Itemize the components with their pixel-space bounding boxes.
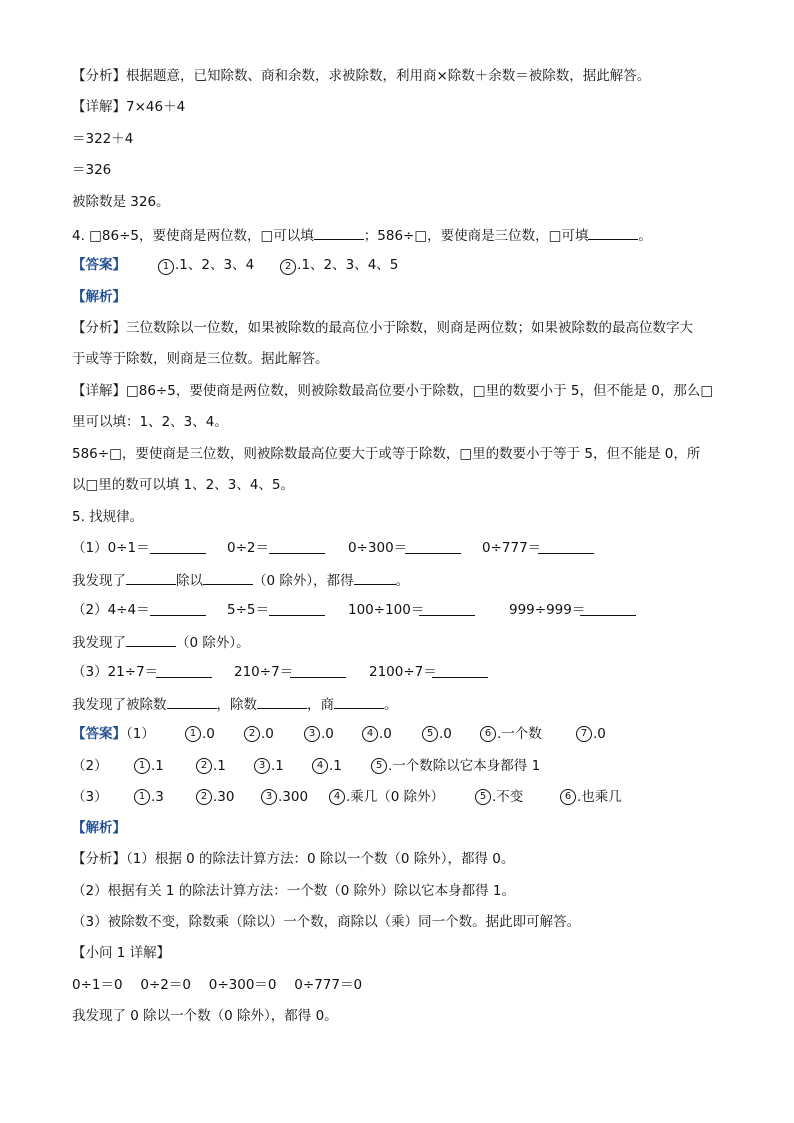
circled-number-icon: 2 [196, 789, 212, 805]
explanation-tag: 【解析】 [72, 289, 126, 305]
calc-line: 0÷1＝0 0÷2＝0 0÷300＝0 0÷777＝0 [72, 977, 363, 993]
circled-number-icon: 4 [362, 726, 378, 742]
circled-number-icon: 5 [475, 789, 491, 805]
conclusion-line: 被除数是 326。 [72, 194, 170, 210]
analysis-line: （3）被除数不变，除数乘（除以）一个数，商除以（乘）同一个数。据此即可解答。 [72, 914, 581, 930]
answer-tag: 【答案】 [72, 726, 126, 742]
circled-number-icon: 3 [254, 758, 270, 774]
circled-number-icon: 3 [304, 726, 320, 742]
circled-number-icon: 2 [280, 259, 296, 275]
detail-line: 【详解】7×46＋4 [72, 99, 186, 115]
calc-line: ＝322＋4 [72, 131, 134, 147]
circled-number-icon: 1 [158, 259, 174, 275]
circled-number-icon: 2 [244, 726, 260, 742]
answer-5-row-2: （2） 1 . 1 2 . 1 3 . 1 4 . 1 5 . 一个数除以它本身都得 1 [72, 758, 541, 774]
circled-number-icon: 5 [371, 758, 387, 774]
detail-line: 以□里的数可以填 1、2、3、4、5。 [72, 477, 294, 493]
circled-number-icon: 1 [185, 726, 201, 742]
circled-number-icon: 6 [560, 789, 576, 805]
circled-number-icon: 1 [134, 789, 150, 805]
answer-blank [314, 225, 364, 240]
conclusion-line: 我发现了 0 除以一个数（0 除外），都得 0。 [72, 1008, 338, 1024]
circled-number-icon: 1 [134, 758, 150, 774]
detail-line: 586÷□，要使商是三位数，则被除数最高位要大于或等于除数，□里的数要小于等于 5，但不能是 0，所 [72, 446, 701, 462]
answer-blank [588, 225, 638, 240]
finding-line-3: 我发现了被除数 ，除数 ，商 。 [72, 694, 398, 714]
explanation-tag: 【解析】 [72, 820, 126, 836]
document-page: 【分析】根据题意，已知除数、商和余数，求被除数，利用商×除数＋余数＝被除数，据此解答。 【详解】7×46＋4 ＝322＋4 ＝326 被除数是 326。 4. □86÷5，要使商是两位数，□可以填 ；586÷□，要使商是三位数，□可填 。 【答案】 1 .1、2、3、4 2 .1、2、3、4、5 【解析】 【分析】三位数除以一位数，如果被除数的最高位小于除数，则商是两位数；如果被除数的最高位数字大 于或等于除数，则商是三位数。据此解答。 【详解】□86÷5，要使商是两位数，则被除数最高位要小于除数，□里的数要小于 5，但不能是 0，那么□ 里可以填：1、2、3、4。 586÷□，要使商是三位数，则被除数最高位要大于或等于除数，□里的数要小于等于 5，但不能是 0，所 以□里的数可以填 1、2、3、4、5。 5. 找规律。 （1）0÷1＝ 0÷2＝ 0÷300＝ 0÷777＝ 我发现了 除以 （0 除外），都得 。 （2）4÷4＝ 5÷5＝ 100÷100＝ 999÷999＝ 我发现了 （0 除外）。 （3）21÷7＝ 210÷7＝ 2100÷7＝ 我发现了被除数 ，除数 ，商 。 【答案】（1） 1 . 0 2 . 0 3 . 0 4 . 0 5 . 0 6 . 一个数 7 . 0 （2） 1 . 1 2 . 1 3 . 1 4 . 1 5 . 一个数除以它本身都得 1 （3） 1 . 3 2 . 30 3 . 300 4 . 乘几（0 除外） 5 . 不变 6 . 也乘几 【解析】 【分析】（1）根据 0 的除法计算方法：0 除以一个数（0 除外），都得 0。 （2）根据有关 1 的除法计算方法：一个数（0 除外）除以它本身都得 1。 （3）被除数不变，除数乘（除以）一个数，商除以（乘）同一个数。据此即可解答。 【小问 1 详解】 0÷1＝0 0÷2＝0 0÷300＝0 0÷777＝0 我发现了 0 除以一个数（0 除外），都得 0。 [72, 68, 714, 1024]
analysis-line: 于或等于除数，则商是三位数。据此解答。 [72, 351, 329, 367]
circled-number-icon: 6 [480, 726, 496, 742]
circled-number-icon: 7 [576, 726, 592, 742]
question-5: 5. 找规律。 [72, 509, 144, 525]
answer-5-row-3: （3） 1 . 3 2 . 30 3 . 300 4 . 乘几（0 除外） 5 . 不变 6 . 也乘几 [72, 789, 622, 805]
analysis-line: 【分析】（1）根据 0 的除法计算方法：0 除以一个数（0 除外），都得 0。 [72, 851, 515, 867]
analysis-line: 【分析】根据题意，已知除数、商和余数，求被除数，利用商×除数＋余数＝被除数，据此解答。 [72, 68, 651, 84]
answer-4: 【答案】 1 .1、2、3、4 2 .1、2、3、4、5 [72, 257, 399, 273]
detail-line: 【详解】□86÷5，要使商是两位数，则被除数最高位要小于除数，□里的数要小于 5，但不能是 0，那么□ [72, 383, 714, 399]
analysis-line: 【分析】三位数除以一位数，如果被除数的最高位小于除数，则商是两位数；如果被除数的最高位数字大 [72, 320, 693, 336]
question-4: 4. □86÷5，要使商是两位数，□可以填 ；586÷□，要使商是三位数，□可填 。 [72, 225, 652, 245]
circled-number-icon: 4 [312, 758, 328, 774]
answer-tag: 【答案】 [72, 257, 126, 273]
circled-number-icon: 5 [422, 726, 438, 742]
subquestion-heading: 【小问 1 详解】 [72, 945, 171, 961]
finding-line-2: 我发现了 （0 除外）。 [72, 632, 250, 652]
answer-5-row-1: 【答案】（1） 1 . 0 2 . 0 3 . 0 4 . 0 5 . 0 6 . 一个数 7 . 0 [72, 726, 606, 742]
circled-number-icon: 2 [196, 758, 212, 774]
circled-number-icon: 4 [329, 789, 345, 805]
finding-line-1: 我发现了 除以 （0 除外），都得 。 [72, 570, 409, 590]
circled-number-icon: 3 [261, 789, 277, 805]
analysis-line: （2）根据有关 1 的除法计算方法：一个数（0 除外）除以它本身都得 1。 [72, 883, 516, 899]
detail-line: 里可以填：1、2、3、4。 [72, 414, 228, 430]
calc-line: ＝326 [72, 162, 112, 178]
